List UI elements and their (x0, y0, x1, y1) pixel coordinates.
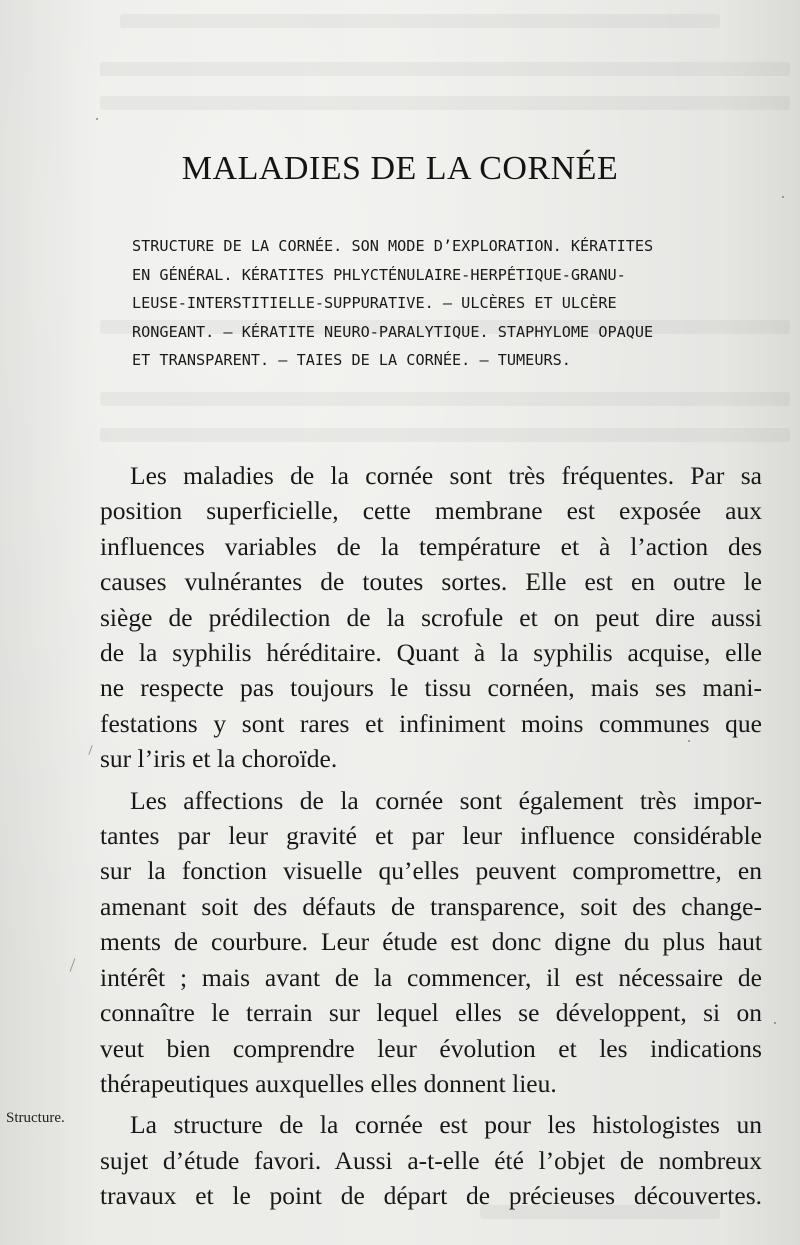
text-line: siège de prédilection de la scrofule et on peut dire aussi (100, 602, 762, 632)
text-line: connaître le terrain sur lequel elles se développent, si on (100, 998, 762, 1028)
scan-scratch (70, 958, 76, 971)
paragraph (100, 458, 762, 777)
text-line: festations y sont rares et infiniment moins communes que (100, 708, 762, 738)
bleed-through (100, 392, 790, 406)
paragraph (100, 1107, 762, 1213)
bleed-through (100, 96, 790, 110)
bleed-through (120, 14, 720, 28)
text-line: Les maladies de la cornée sont très fréquentes. Par sa (130, 461, 762, 490)
chapter-summary (132, 232, 764, 375)
bleed-through (100, 62, 790, 76)
scan-speck (688, 740, 690, 742)
text-line: sur la fonction visuelle qu’elles peuvent compromettre, en (100, 856, 762, 886)
text-line: sujet d’étude favori. Aussi a-t-elle été l’objet de nombreux (100, 1145, 762, 1175)
scan-speck (774, 1022, 776, 1024)
text-line: veut bien comprendre leur évolution et les indications (100, 1033, 762, 1063)
text-line: intérêt ; mais avant de la commencer, il est nécessaire de (100, 962, 762, 992)
text-line: Les affections de la cornée sont également très impor- (130, 785, 762, 815)
text-line: amenant soit des défauts de transparence, soit des change- (100, 891, 762, 921)
text-line: thérapeutiques auxquelles elles donnent lieu. (100, 1068, 557, 1098)
text-line: La structure de la cornée est pour les histologistes un (130, 1110, 762, 1140)
text-line: position superficielle, cette membrane est exposée aux (100, 496, 762, 526)
text-line: de la syphilis héréditaire. Quant à la syphilis acquise, elle (100, 638, 762, 668)
text-line: tantes par leur gravité et par leur influence considérable (100, 821, 762, 851)
summary-line: ET TRANSPARENT. — TAIES DE LA CORNÉE. — TUMEURS. (132, 351, 571, 370)
text-line: ments de courbure. Leur étude est donc digne du plus haut (100, 927, 762, 957)
text-line: ne respecte pas toujours le tissu cornéen, mais ses mani- (100, 673, 762, 703)
chapter-title: MALADIES DE LA CORNÉE (181, 150, 619, 187)
text-line: sur l’iris et la choroïde. (100, 744, 338, 774)
text-line: travaux et le point de départ de précieuses découvertes. (100, 1181, 762, 1211)
summary-line: EN GÉNÉRAL. KÉRATITES PHLYCTÉNULAIRE-HERPÉTIQUE-GRANU- (132, 265, 626, 284)
margin-note: Structure. (6, 1110, 65, 1126)
text-line: causes vulnérantes de toutes sortes. Elle est en outre le (100, 567, 762, 597)
paragraph (100, 783, 762, 1102)
summary-line: LEUSE-INTERSTITIELLE-SUPPURATIVE. — ULCÈRES ET ULCÈRE (132, 294, 617, 313)
scan-scratch (88, 745, 92, 755)
text-line: influences variables de la température et à l’action des (100, 531, 762, 561)
summary-line: RONGEANT. — KÉRATITE NEURO-PARALYTIQUE. STAPHYLOME OPAQUE (132, 322, 654, 341)
scan-speck (782, 196, 784, 198)
summary-line: STRUCTURE DE LA CORNÉE. SON MODE D’EXPLORATION. KÉRATITES (132, 237, 654, 255)
scan-speck (96, 118, 98, 120)
bleed-through (100, 428, 790, 442)
body-text (100, 458, 762, 1214)
